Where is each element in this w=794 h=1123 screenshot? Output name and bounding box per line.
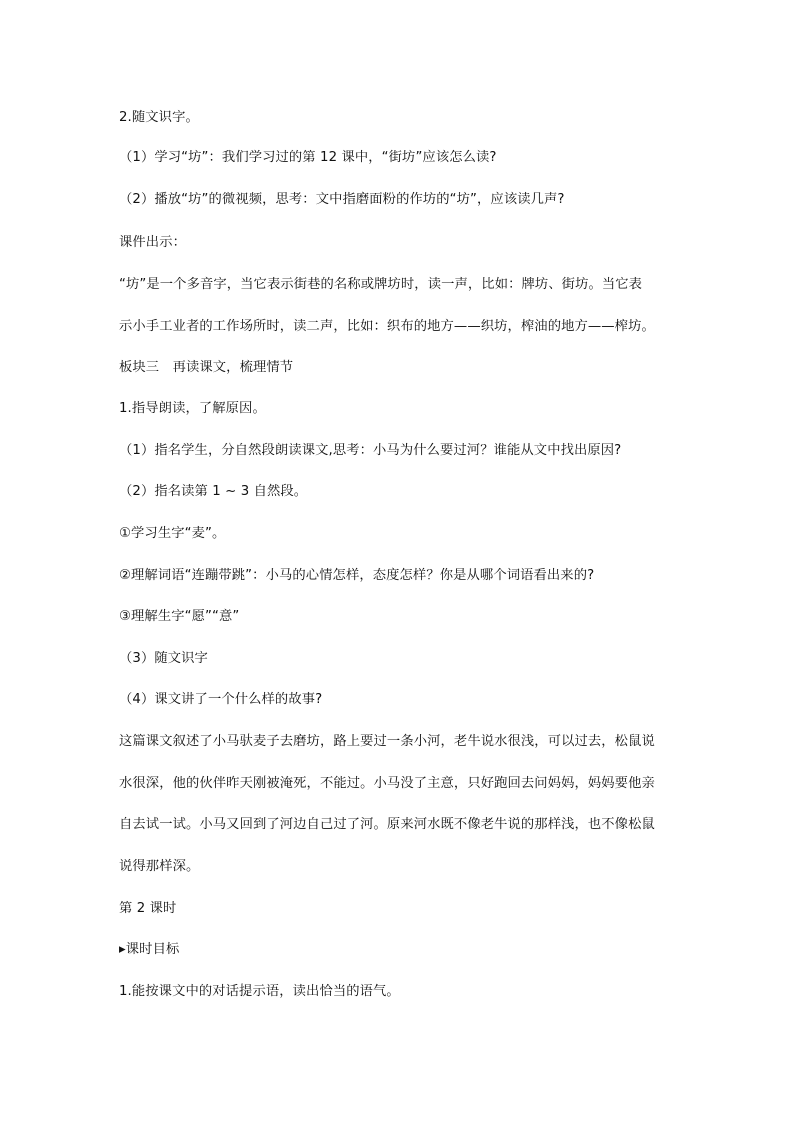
section-heading: ▸课时目标: [119, 942, 180, 957]
text-line: （2）指名读第 1 ~ 3 自然段。: [119, 484, 308, 499]
text-line: （1）学习“坊”：我们学习过的第 12 课中，“街坊”应该怎么读?: [119, 150, 497, 165]
paragraph-line: 水很深，他的伙伴昨天刚被淹死，不能过。小马没了主意，只好跑回去问妈妈，妈妈要他亲: [119, 776, 655, 791]
text-line: 1.能按课文中的对话提示语，读出恰当的语气。: [119, 984, 400, 999]
paragraph-line: 说得那样深。: [119, 859, 200, 874]
section-heading: 第 2 课时: [119, 901, 177, 916]
paragraph-line: “坊”是一个多音字，当它表示街巷的名称或牌坊时，读一声，比如：牌坊、街坊。当它表: [119, 277, 643, 292]
text-line: （3）随文识字: [119, 651, 208, 666]
text-line: （1）指名学生，分自然段朗读课文,思考：小马为什么要过河？谁能从文中找出原因?: [119, 443, 622, 458]
text-line: 1.指导朗读，了解原因。: [119, 401, 266, 416]
text-line: （2）播放“坊”的微视频，思考：文中指磨面粉的作坊的“坊”，应该读几声?: [119, 192, 565, 207]
text-line: ③理解生字“愿”“意”: [119, 609, 240, 624]
paragraph-line: 示小手工业者的工作场所时，读二声，比如：织布的地方——织坊，榨油的地方——榨坊。: [119, 319, 655, 334]
section-heading: 2.随文识字。: [119, 110, 199, 125]
text-line: （4）课文讲了一个什么样的故事?: [119, 692, 323, 707]
paragraph-line: 自去试一试。小马又回到了河边自己过了河。原来河水既不像老牛说的那样浅，也不像松鼠: [119, 817, 655, 832]
section-heading: 板块三 再读课文，梳理情节: [119, 360, 294, 375]
text-line: 课件出示：: [119, 235, 186, 250]
text-line: ①学习生字“麦”。: [119, 526, 226, 541]
text-line: ②理解词语“连蹦带跳”：小马的心情怎样，态度怎样？你是从哪个词语看出来的?: [119, 568, 595, 583]
paragraph-line: 这篇课文叙述了小马驮麦子去磨坊，路上要过一条小河，老牛说水很浅，可以过去，松鼠说: [119, 734, 655, 749]
